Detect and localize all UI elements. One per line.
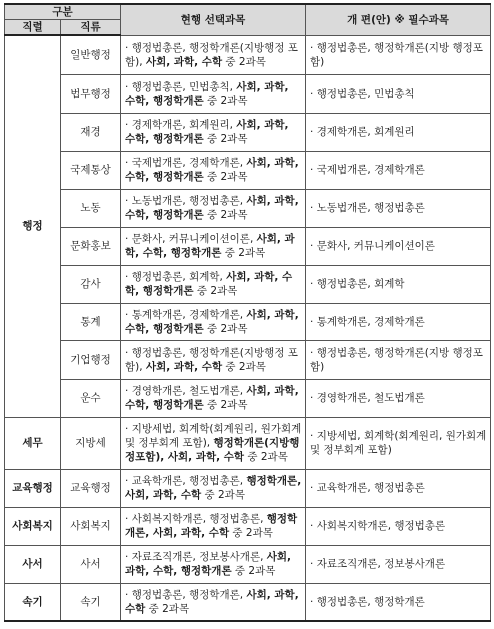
jikryu-cell: 기업행정 xyxy=(61,340,121,379)
jikryu-cell: 통계 xyxy=(61,303,121,340)
table-row xyxy=(5,35,491,74)
current-subjects-suffix: 중 2과목 xyxy=(244,451,288,463)
current-subjects-cell xyxy=(121,189,306,227)
current-subjects-text: · 사회복지학개론, 행정법총론, xyxy=(125,513,267,525)
table-row xyxy=(5,379,491,417)
current-subjects-cell xyxy=(121,151,306,189)
table-row xyxy=(5,303,491,340)
current-subjects-suffix: 중 2과목 xyxy=(203,399,248,411)
header-jikryu: 직류 xyxy=(61,20,121,36)
subject-comparison-table xyxy=(4,3,491,622)
jikryu-cell: 일반행정 xyxy=(61,35,121,74)
current-subjects-bold: 사회, 과학, 수학, 행정학개론 xyxy=(125,271,293,297)
current-subjects-bold: 사회, 과학, 수학 xyxy=(145,55,223,68)
current-subjects-cell xyxy=(121,379,306,417)
jikryu-cell: 국제통상 xyxy=(61,151,121,189)
current-subjects-bold: 사회, 과학, 수학, 행정학개론 xyxy=(125,157,299,183)
table-row xyxy=(5,227,491,265)
current-subjects-cell xyxy=(121,417,306,469)
current-subjects-text: · 교육학개론, 행정법총론, xyxy=(125,475,247,487)
jikryeol-cell: 사회복지 xyxy=(5,507,61,545)
jikryu-cell: 노동 xyxy=(61,189,121,227)
jikryu-cell: 사회복지 xyxy=(61,507,121,545)
current-subjects-bold: 사회, 과학, 수학, 행정학개론 xyxy=(125,233,295,259)
revised-subjects-cell: · 경제학개론, 회계원리 xyxy=(306,113,491,151)
current-subjects-suffix: 중 2과목 xyxy=(193,285,238,297)
table-row xyxy=(5,417,491,469)
current-subjects-bold: 행정학개론, 사회, 과학, 수학 xyxy=(125,513,298,539)
current-subjects-cell xyxy=(121,303,306,340)
current-subjects-suffix: 중 2과목 xyxy=(222,55,266,68)
jikryu-cell: 법무행정 xyxy=(61,74,121,113)
current-subjects-text: · 노동법개론, 행정법총론, xyxy=(125,195,247,207)
jikryu-cell: 사서 xyxy=(61,545,121,583)
header-jikryeol: 직렬 xyxy=(5,20,61,36)
current-subjects-text: · 행정법총론, 회계학, xyxy=(125,271,227,283)
revised-subjects-cell: · 행정법총론, 민법총칙 xyxy=(306,74,491,113)
revised-subjects-cell: · 자료조직개론, 정보봉사개론 xyxy=(306,545,491,583)
header-revised-subjects: 개 편(안) ※ 필수과목 xyxy=(306,4,491,35)
current-subjects-suffix: 중 2과목 xyxy=(145,602,190,615)
current-subjects-bold: 사회, 과학, 수학 xyxy=(145,360,223,373)
revised-subjects-cell: · 경영학개론, 철도법개론 xyxy=(306,379,491,417)
header-gubun: 구분 xyxy=(5,4,121,20)
revised-subjects-cell: · 문화사, 커뮤니케이션이론 xyxy=(306,227,491,265)
jikryeol-cell: 사서 xyxy=(5,545,61,583)
current-subjects-cell xyxy=(121,113,306,151)
jikryu-cell: 교육행정 xyxy=(61,469,121,507)
jikryeol-cell: 행정 xyxy=(5,35,61,417)
current-subjects-text: · 행정법총론, 민법총칙, xyxy=(125,80,237,93)
table-row xyxy=(5,507,491,545)
current-subjects-suffix: 중 2과목 xyxy=(203,209,248,221)
current-subjects-cell xyxy=(121,583,306,621)
current-subjects-text: · 경제학개론, 회계원리, xyxy=(125,119,237,131)
jikryeol-cell: 속기 xyxy=(5,583,61,621)
jikryu-cell: 속기 xyxy=(61,583,121,621)
current-subjects-cell xyxy=(121,74,306,113)
current-subjects-cell xyxy=(121,227,306,265)
current-subjects-suffix: 중 2과목 xyxy=(203,171,248,183)
current-subjects-suffix: 중 2과목 xyxy=(201,489,245,501)
current-subjects-suffix: 중 2과목 xyxy=(203,133,248,145)
current-subjects-text: · 행정법총론, 행정학개론(지방행정 포함), xyxy=(125,346,298,373)
revised-subjects-cell: · 행정법총론, 행정학개론 xyxy=(306,583,491,621)
current-subjects-bold: 사회, 과학, 수학, 행정학개론 xyxy=(125,195,299,221)
revised-subjects-cell: · 통계학개론, 경제학개론 xyxy=(306,303,491,340)
table-row xyxy=(5,545,491,583)
current-subjects-cell xyxy=(121,35,306,74)
current-subjects-bold: 행정학개론(지방행정포함), 사회, 과학, 수학 xyxy=(125,437,300,463)
revised-subjects-cell: · 노동법개론, 행정법총론 xyxy=(306,189,491,227)
jikryu-cell: 문화홍보 xyxy=(61,227,121,265)
table-row xyxy=(5,583,491,621)
current-subjects-suffix: 중 2과목 xyxy=(203,322,248,335)
current-subjects-bold: 사회, 과학, 수학, 행정학개론 xyxy=(125,119,289,145)
jikryu-cell: 재경 xyxy=(61,113,121,151)
table-row xyxy=(5,74,491,113)
current-subjects-bold: 사회, 과학, 수학, 행정학개론 xyxy=(125,80,289,107)
current-subjects-text: · 행정법총론, 행정학개론(지방행정 포함), xyxy=(125,41,298,68)
current-subjects-suffix: 중 2과목 xyxy=(203,94,248,107)
jikryu-cell: 운수 xyxy=(61,379,121,417)
table-row xyxy=(5,265,491,303)
revised-subjects-cell: · 행정법총론, 행정학개론(지방 행정포함) xyxy=(306,35,491,74)
revised-subjects-cell: · 행정법총론, 회계학 xyxy=(306,265,491,303)
header-current-subjects: 현행 선택과목 xyxy=(121,4,306,35)
revised-subjects-cell: · 교육학개론, 행정법총론 xyxy=(306,469,491,507)
current-subjects-cell xyxy=(121,545,306,583)
jikryeol-cell: 교육행정 xyxy=(5,469,61,507)
subject-table-container xyxy=(4,3,490,622)
current-subjects-cell xyxy=(121,265,306,303)
current-subjects-bold: 사회, 과학, 수학, 행정학개론 xyxy=(125,308,299,335)
current-subjects-text: · 통계학개론, 경제학개론, xyxy=(125,308,247,321)
current-subjects-bold: 사회, 과학, 수학, 행정학개론 xyxy=(125,551,292,577)
current-subjects-text: · 국제법개론, 경제학개론, xyxy=(125,157,247,169)
jikryeol-cell: 세무 xyxy=(5,417,61,469)
table-row xyxy=(5,113,491,151)
current-subjects-suffix: 중 2과목 xyxy=(222,360,266,373)
current-subjects-suffix: 중 2과목 xyxy=(221,247,266,259)
current-subjects-text: · 행정법총론, 행정학개론, xyxy=(125,588,247,601)
jikryu-cell: 지방세 xyxy=(61,417,121,469)
current-subjects-cell xyxy=(121,340,306,379)
current-subjects-suffix: 중 2과목 xyxy=(229,527,273,539)
table-row xyxy=(5,340,491,379)
current-subjects-text: · 문화사, 커뮤니케이션이론, xyxy=(125,233,257,245)
revised-subjects-cell: · 행정법총론, 행정학개론(지방 행정포함) xyxy=(306,340,491,379)
jikryu-cell: 감사 xyxy=(61,265,121,303)
revised-subjects-cell: · 지방세법, 회계학(회계원리, 원가회계 및 정부회계 포함) xyxy=(306,417,491,469)
revised-subjects-cell: · 사회복지학개론, 행정법총론 xyxy=(306,507,491,545)
current-subjects-text: · 지방세법, 회계학(회계원리, 원가회계 및 정부회계 포함), xyxy=(125,423,302,449)
table-row xyxy=(5,151,491,189)
current-subjects-bold: 행정학개론, 사회, 과학, 수학 xyxy=(125,475,302,501)
revised-subjects-cell: · 국제법개론, 경제학개론 xyxy=(306,151,491,189)
current-subjects-cell xyxy=(121,469,306,507)
current-subjects-cell xyxy=(121,507,306,545)
current-subjects-bold: 사회, 과학, 수학 xyxy=(125,588,299,615)
header-row-top xyxy=(5,4,491,20)
current-subjects-suffix: 중 2과목 xyxy=(231,565,276,577)
current-subjects-text: · 경영학개론, 철도법개론, xyxy=(125,385,247,397)
table-row xyxy=(5,189,491,227)
current-subjects-text: · 자료조직개론, 정보봉사개론, xyxy=(125,551,267,563)
current-subjects-bold: 사회, 과학, 수학, 행정학개론 xyxy=(125,385,299,411)
table-row xyxy=(5,469,491,507)
